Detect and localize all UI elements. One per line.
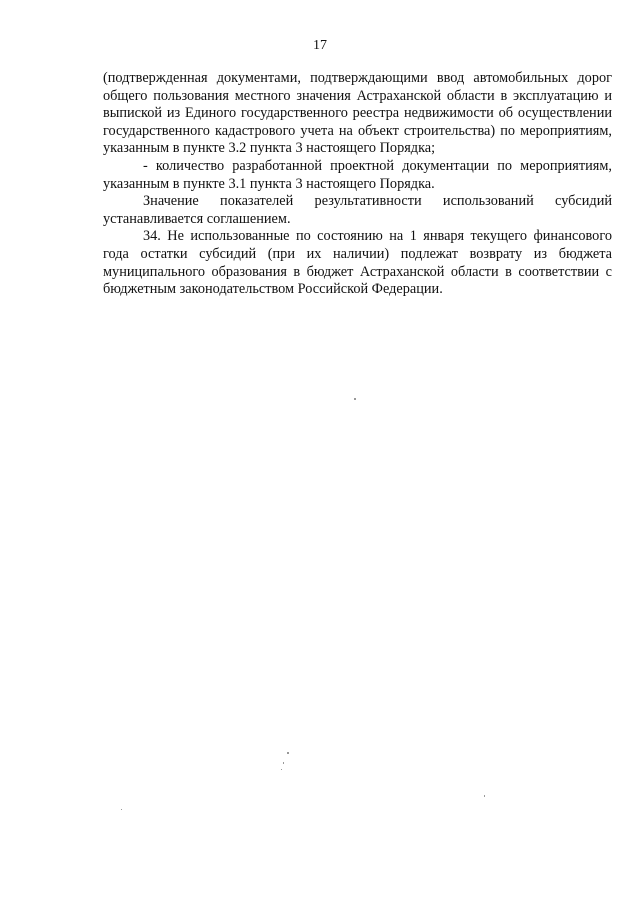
scan-speck <box>121 809 122 810</box>
document-body <box>103 70 612 299</box>
scan-speck <box>281 769 282 770</box>
scan-speck <box>287 752 289 754</box>
paragraph-list-item: - количество разработанной проектной документации по мероприятиям, указанным в пункте 3.1 пункта 3 настоящего Порядка. <box>103 157 612 192</box>
scan-speck <box>283 762 284 764</box>
page-number: 17 <box>313 38 327 53</box>
paragraph-continuation: (подтвержденная документами, подтверждающими ввод автомобильных дорог общего пользования местного значения Астраханской области в эксплуатацию и выпиской из Единого государственного реестра недвижимости об осуществлении государственного кадастрового учета на объект строительства) по мероприятиям, указанным в пункте 3.2 пункта 3 настоящего Порядка; <box>103 70 612 157</box>
scan-speck <box>354 398 356 400</box>
scan-speck <box>484 795 485 797</box>
paragraph-section-34: 34. Не использованные по состоянию на 1 января текущего финансового года остатки субсидий (при их наличии) подлежат возврату из бюджета муниципального образования в бюджет Астраханской области в соответствии с бюджетным законодательством Российской Федерации. <box>103 228 612 298</box>
paragraph-indicator-value: Значение показателей результативности использований субсидий устанавливается соглашением. <box>103 193 612 227</box>
